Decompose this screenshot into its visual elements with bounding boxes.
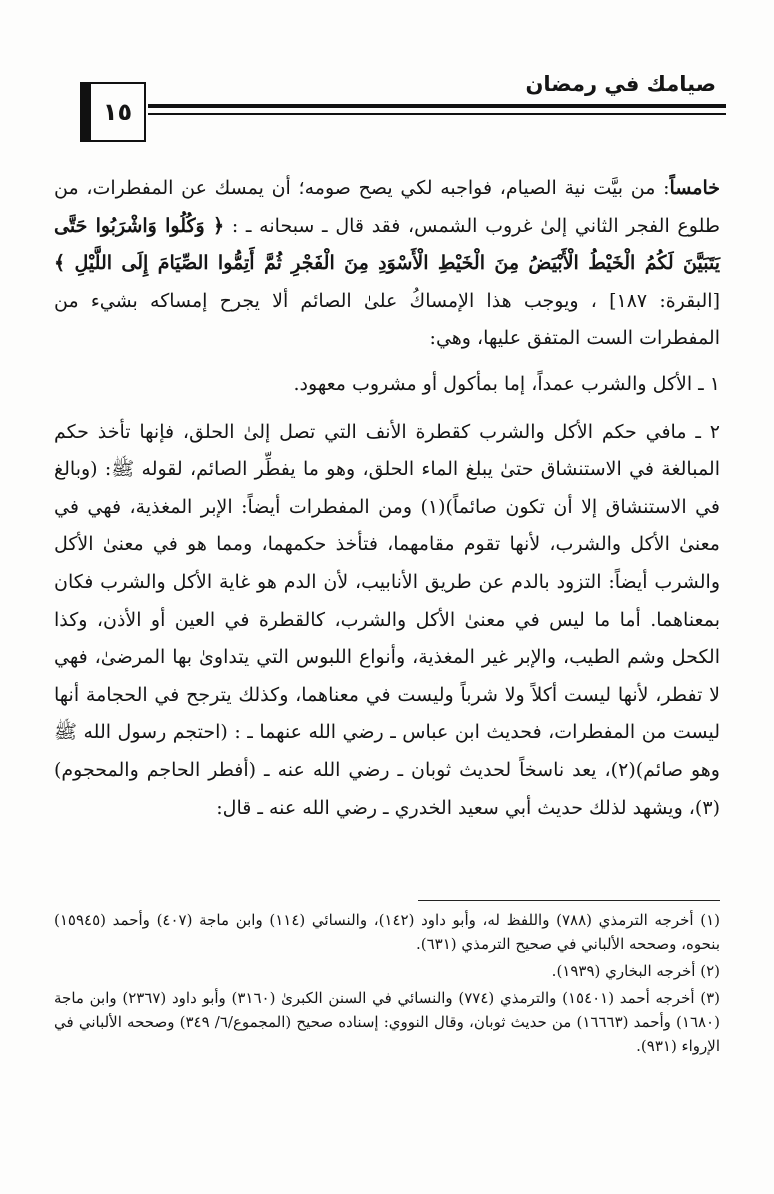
footnotes bbox=[54, 908, 720, 1061]
footnote-divider bbox=[418, 900, 720, 901]
running-header-title: صيامك في رمضان bbox=[525, 72, 716, 96]
paragraph-text: : من بيَّت نية الصيام، فواجبه لكي يصح صومه؛ أن يمسك عن المفطرات، من طلوع الفجر الثاني إلىٰ غروب الشمس، فقد قال ـ سبحانه ـ : bbox=[54, 177, 720, 237]
list-item-2: ٢ ـ مافي حكم الأكل والشرب كقطرة الأنف التي تصل إلىٰ الحلق، فإنها تأخذ حكم المبالغة في الاستنشاق حتىٰ يبلغ الماء الحلق، وهو ما يفطِّر الصائم، لقوله ﷺ: (وبالغ في الاستنشاق إلا أن تكون صائماً)(١) ومن المفطرات أيضاً: الإبر المغذية، فهي في معنىٰ الأكل والشرب، لأنها تقوم مقامهما، فتأخذ حكمهما، ومما هو في معنىٰ الأكل والشرب أيضاً: التزود بالدم عن طريق الأنابيب، لأن الدم هو غاية الأكل والشرب فكان بمعناهما. أما ما ليس في معنىٰ الأكل والشرب، كالقطرة في العين أو الأذن، وكذا الكحل وشم الطيب، والإبر غير المغذية، وأنواع اللبوس التي يتداوىٰ بها المرضىٰ، فهي لا تفطر، لأنها ليست أكلاً ولا شرباً وليست في معناهما، وكذلك يترجح في الحجامة أنها ليست من المفطرات، فحديث ابن عباس ـ رضي الله عنهما ـ : (احتجم رسول الله ﷺ وهو صائم)(٢)، يعد ناسخاً لحديث ثوبان ـ رضي الله عنه ـ (أفطر الحاجم والمحجوم)(٣)، ويشهد لذلك حديث أبي سعيد الخدري ـ رضي الله عنه ـ قال: bbox=[54, 420, 721, 819]
quran-verse: ﴿ وَكُلُوا وَاشْرَبُوا حَتَّى يَتَبَيَّنَ لَكُمُ الْخَيْطُ الْأَبْيَضُ مِنَ الْخَيْطِ الْأَسْوَدِ مِنَ الْفَجْرِ ثُمَّ أَتِمُّوا الصِّيَامَ إِلَى اللَّيْلِ ﴾ bbox=[54, 214, 720, 275]
header-rule-thin bbox=[148, 113, 726, 115]
page-number: ١٥ bbox=[80, 82, 146, 142]
paragraph-tail: ، ويوجب هذا الإمساكُ علىٰ الصائم ألا يجرح إمساكه بشيء من المفطرات الست المتفق عليها، وهي: bbox=[54, 289, 720, 350]
list-item-1: ١ ـ الأكل والشرب عمداً، إما بمأكول أو مشروب معهود. bbox=[293, 372, 720, 395]
footnote-2: (٢) أخرجه البخاري (١٩٣٩). bbox=[551, 962, 720, 980]
footnote-3: (٣) أخرجه أحمد (١٥٤٠١) والترمذي (٧٧٤) والنسائي في السنن الكبرىٰ (٣١٦٠) وأبو داود (٢٣٦٧) وابن ماجة (١٦٨٠) وأحمد (١٦٦٦٣) من حديث ثوبان، وقال النووي: إسناده صحيح (المجموع/٦/ ٣٤٩) وصححه الألباني في الإرواء (٩٣١). bbox=[54, 989, 720, 1055]
paragraph-fifth bbox=[54, 170, 720, 358]
verse-reference: [البقرة: ١٨٧] bbox=[609, 289, 720, 312]
header-rule bbox=[148, 104, 726, 108]
paragraph-lead: خامساً bbox=[669, 177, 720, 199]
footnote-1: (١) أخرجه الترمذي (٧٨٨) واللفظ له، وأبو داود (١٤٢)، والنسائي (١١٤) وابن ماجة (٤٠٧) وأحمد (١٥٩٤٥) بنحوه، وصححه الألباني في صحيح الترمذي (٦٣١). bbox=[54, 911, 720, 953]
main-text bbox=[54, 170, 720, 827]
